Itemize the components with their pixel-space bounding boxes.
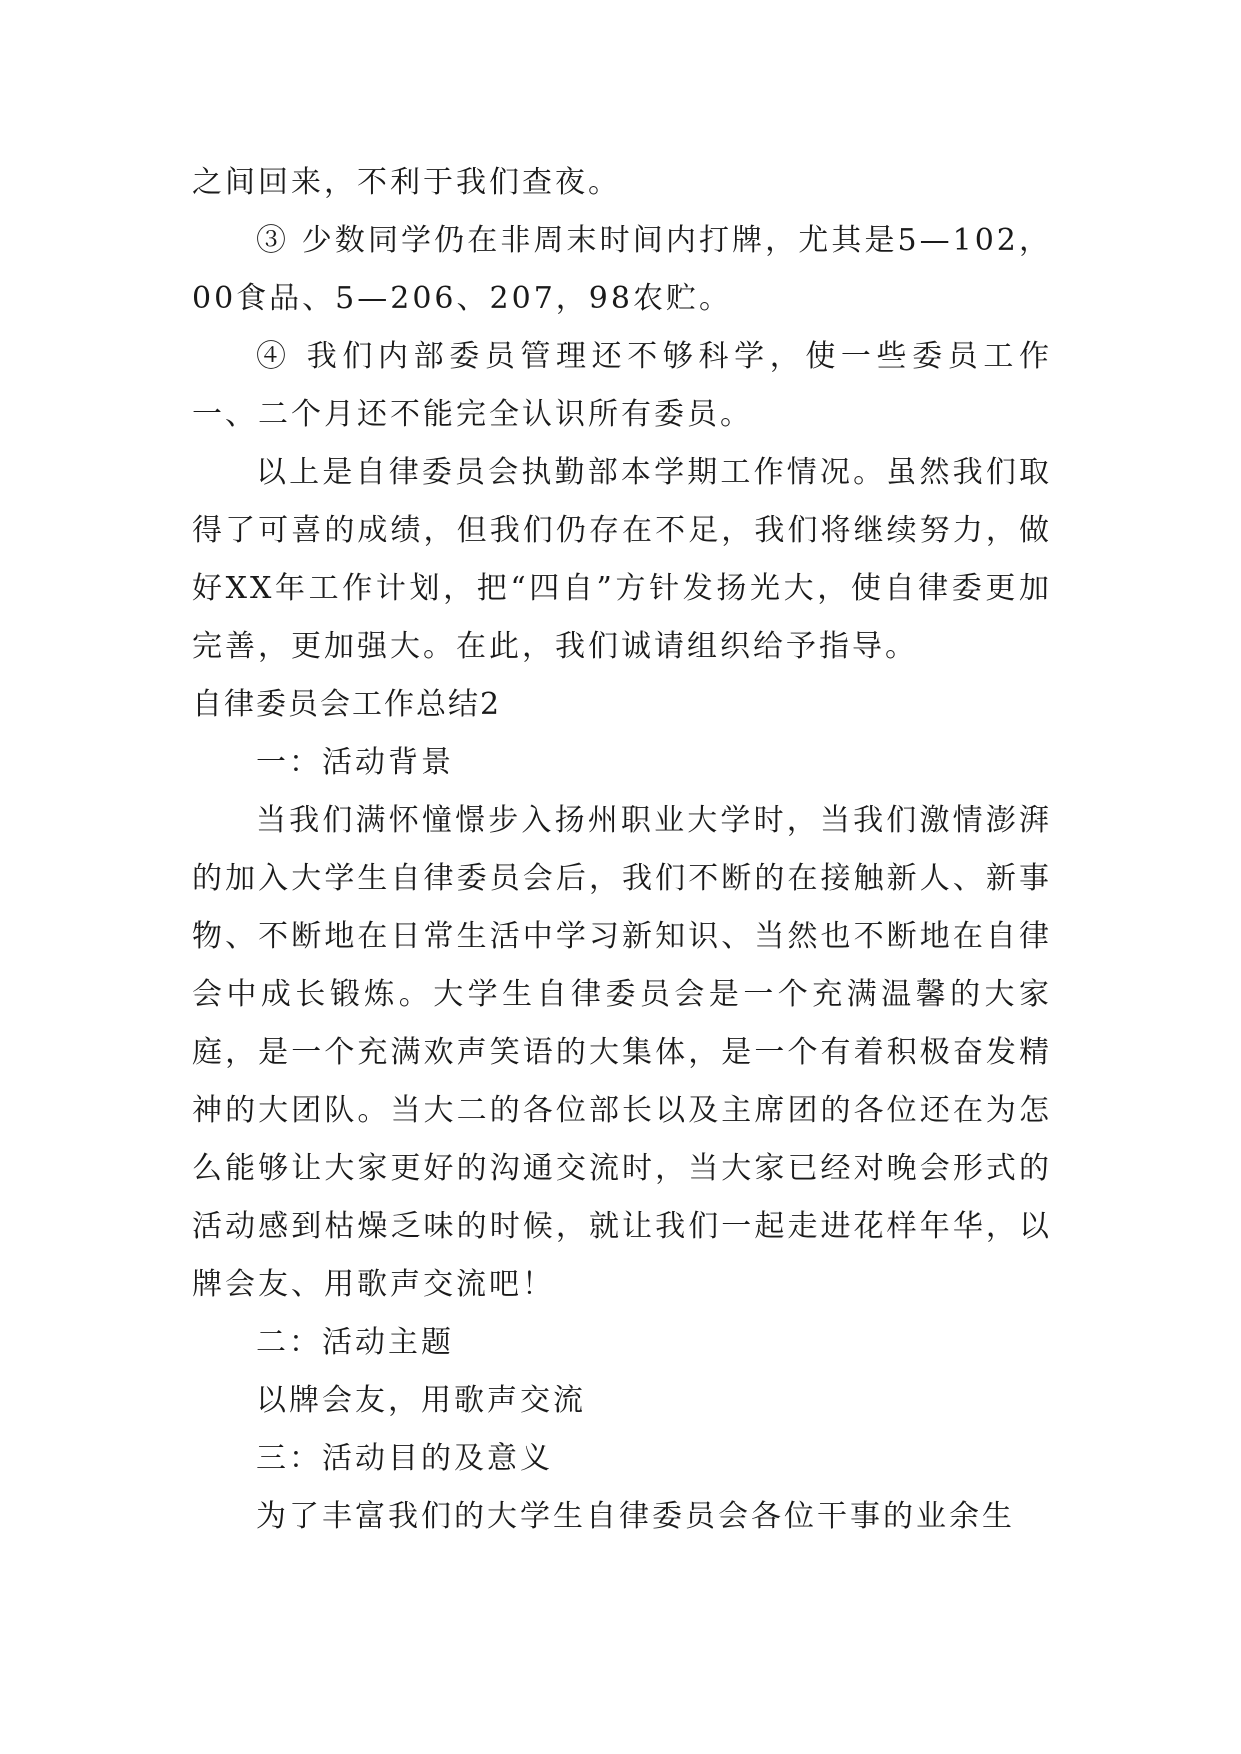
paragraph: 当我们满怀憧憬步入扬州职业大学时，当我们激情澎湃的加入大学生自律委员会后，我们不断的在接触新人、新事物、不断地在日常生活中学习新知识、当然也不断地在自律会中成长锻炼。大学生自律委员会是一个充满温馨的大家庭，是一个充满欢声笑语的大集体，是一个有着积极奋发精神的大团队。当大二的各位部长以及主席团的各位还在为怎么能够让大家更好的沟通交流时，当大家已经对晚会形式的活动感到枯燥乏味的时候，就让我们一起走进花样年华，以牌会友、用歌声交流吧！ — [192, 803, 1052, 1302]
document-body — [192, 154, 1052, 1546]
paragraph: 之间回来，不利于我们查夜。 — [192, 165, 621, 200]
paragraph: 以上是自律委员会执勤部本学期工作情况。虽然我们取得了可喜的成绩，但我们仍存在不足，我们将继续努力，做好XX年工作计划，把“四自”方针发扬光大，使自律委更加完善，更加强大。在此，我们诚请组织给予指导。 — [192, 455, 1052, 664]
subheading: 二：活动主题 — [256, 1325, 454, 1360]
section-title: 自律委员会工作总结2 — [192, 687, 502, 722]
paragraph: ④ 我们内部委员管理还不够科学，使一些委员工作一、二个月还不能完全认识所有委员。 — [192, 339, 1052, 432]
subheading: 三：活动目的及意义 — [256, 1441, 553, 1476]
subheading: 一：活动背景 — [256, 745, 454, 780]
paragraph: 为了丰富我们的大学生自律委员会各位干事的业余生 — [256, 1499, 1015, 1534]
paragraph: ③ 少数同学仍在非周末时间内打牌，尤其是5—102，00食品、5—206、207，98农贮。 — [192, 223, 1052, 316]
paragraph: 以牌会友，用歌声交流 — [256, 1383, 586, 1418]
